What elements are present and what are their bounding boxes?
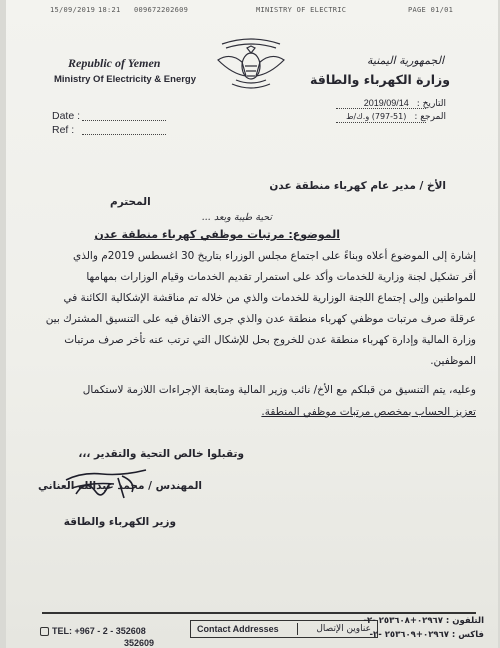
letter-sheet: [6, 0, 498, 648]
fax-number: 009672202609: [134, 6, 189, 14]
contact-addresses-box: [190, 620, 378, 638]
paragraph2-line: تعزيز الحساب بمخصص مرتبات موظفي المنطقة.: [261, 406, 476, 418]
emblem-icon: [212, 36, 290, 94]
fax-page: PAGE 01/01: [408, 6, 454, 14]
paragraph1-line: عرقلة صرف مرتبات موظفي كهرباء منطقة عدن والذي جرى الاتفاق فيه على التنسيق المشترك بين: [45, 313, 476, 325]
ref-value-ar: (797-51) و.ك/ط: [346, 112, 407, 121]
fax-time: 18:21: [98, 6, 121, 14]
addressee: الأخ / مدير عام كهرباء منطقة عدن: [269, 180, 446, 192]
date-dotted-line: [82, 120, 166, 121]
fax-date: 15/09/2019: [50, 6, 96, 14]
footer-divider: [42, 612, 476, 614]
paragraph1-line: إشارة إلى الموضوع أعلاه وبناءً على اجتماع مجلس الوزراء بتاريخ 30 اغسطس 2019م والذي: [73, 250, 476, 262]
subject-line: الموضوع: مرتبات موظفي كهرباء منطقة عدن: [94, 228, 340, 241]
yemen-eagle-emblem: [212, 36, 290, 94]
letterhead-ministry-ar: وزارة الكهرباء والطاقة: [310, 72, 450, 87]
ref-label-en: Ref :: [52, 124, 75, 136]
date-label-en: Date :: [52, 110, 81, 122]
ref-dotted-line: [82, 134, 166, 135]
date-label-ar: التاريخ :: [416, 99, 446, 109]
ref-row-ar: [346, 112, 446, 122]
date-value-ar: 2019/09/14: [363, 98, 409, 108]
paragraph1-line: وزارة المالية وإدارة كهرباء منطقة عدن للخروج بحل للإشكال التي ترتب عنه تأخر صرف مرتبات: [64, 334, 476, 346]
footer-fax-ar: فاكس : ٠٢٩٦٧+٢٥٣٦٠٩ -٢-: [369, 630, 484, 640]
footer-tel-en-2: 352609: [124, 638, 155, 648]
letterhead-country-ar: الجمهورية اليمنية: [366, 54, 444, 67]
paragraph1-line: للمواطنين وإلى إجتماع اللجنة الوزارية للخدمات والذي من خلاله تم مناقشة الإشكالية الكائنة في: [63, 292, 476, 304]
phone-icon: [40, 627, 49, 636]
footer-phone-ar: التلفون : ٠٢٩٦٧+٢٥٣٦٠٨ -٢-: [363, 616, 484, 626]
paragraph1-line: الموظفين.: [430, 355, 476, 367]
ref-ar-dotted-line: [336, 122, 426, 123]
signer-title: وزير الكهرباء والطاقة: [63, 516, 176, 528]
paragraph2-line: وعليه، يتم التنسيق من قبلكم مع الأخ/ نائب وزير المالية ومتابعة الإجراءات اللازمة لاستكمال: [82, 384, 476, 396]
greeting: تحية طيبة وبعد ...: [201, 212, 272, 223]
date-ar-dotted-line: [336, 108, 426, 109]
honorific: المحترم: [110, 196, 151, 208]
contact-label-en: Contact Addresses: [197, 624, 279, 634]
footer-tel-en: TEL: +967 - 2 - 352608: [52, 626, 146, 636]
footer-phone-en: [40, 626, 146, 636]
closing-line: وتقبلوا خالص التحية والتقدير ،،،: [78, 448, 244, 460]
letterhead-country-en: Republic of Yemen: [68, 56, 161, 70]
contact-label-ar: عناوين الإتصال: [316, 624, 371, 634]
ref-label-ar: المرجع :: [414, 112, 446, 122]
fax-sender: MINISTRY OF ELECTRIC: [256, 6, 347, 14]
letterhead-ministry-en: Ministry Of Electricity & Energy: [54, 74, 197, 85]
contact-divider: [297, 623, 298, 635]
signer-name: المهندس / محمد عبدالله العناني: [38, 480, 202, 492]
paragraph1-line: أقر تشكيل لجنة وزارية للخدمات وأكد على استمرار تقديم الخدمات وقيام الوزارات بمهامها: [86, 271, 476, 283]
